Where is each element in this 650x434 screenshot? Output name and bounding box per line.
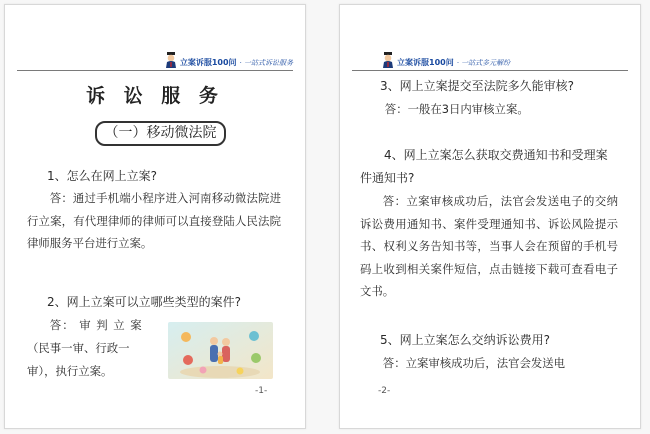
answer-5: 答：立案审核成功后，法官会发送电 (382, 356, 566, 370)
section-heading: （一）移动微法院 (95, 121, 226, 146)
page-header (17, 52, 293, 71)
family-illustration (168, 322, 273, 379)
judge-mascot-icon (382, 52, 394, 68)
answer-2-line-2: （民事一审、行政一 (27, 341, 130, 355)
page-title: 诉 讼 服 务 (86, 85, 224, 107)
question-4: 4、网上立案怎么获取交费通知书和受理案件通知书? (360, 148, 608, 185)
answer-2-line-3: 审），执行立案。 (27, 364, 113, 378)
answer-3: 答：一般在3日内审核立案。 (384, 102, 529, 116)
document-page-1 (4, 4, 306, 429)
question-1: 1、怎么在网上立案? (47, 169, 158, 183)
page-header (352, 52, 628, 71)
header-brand: 立案诉服100问 (397, 58, 454, 67)
answer-4: 答：立案审核成功后，法官会发送电子的交纳诉讼费用通知书、案件受理通知书、诉讼风险提示书、权利义务告知书等，当事人会在预留的手机号码上收到相关案件短信，点击链接下载可查看电子文书。 (360, 194, 618, 298)
page-number: -2- (378, 386, 391, 396)
header-slogan: · 一站式诉讼服务 (239, 59, 293, 67)
judge-mascot-icon (165, 52, 177, 68)
answer-1: 答：通过手机端小程序进入河南移动微法院进行立案，有代理律师的律师可以直接登陆人民法院律师服务平台进行立案。 (27, 191, 281, 250)
question-2: 2、网上立案可以立哪些类型的案件? (47, 295, 242, 309)
document-page-2 (339, 4, 641, 429)
header-brand: 立案诉服100问 (179, 58, 237, 67)
header-slogan: · 一站式多元解纷 (456, 59, 511, 67)
answer-2-line-1: 答： 审 判 立 案 (49, 318, 143, 332)
question-5: 5、网上立案怎么交纳诉讼费用? (380, 333, 551, 347)
page-number: -1- (255, 386, 268, 396)
question-3: 3、网上立案提交至法院多久能审核? (380, 79, 575, 93)
